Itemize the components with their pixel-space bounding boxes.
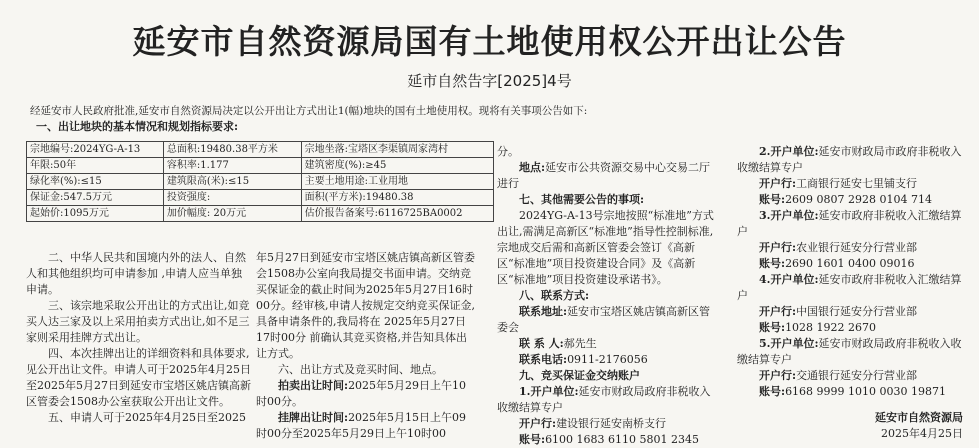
table-cell: 建筑密度(%):≥45 (301, 158, 493, 174)
auction-time-value: 2025年5月29日上午10时00分。 (256, 379, 467, 408)
account-1-unit-label: 1.开户单位: (519, 385, 579, 398)
account-2-number (737, 192, 963, 208)
account-5-number-label: 账号: (759, 385, 786, 398)
notice-title: 延安市自然资源局国有土地使用权公开出让公告 (132, 22, 847, 61)
account-5-unit-label: 5.开户单位: (759, 337, 819, 350)
table-cell: 起始价:1095万元 (27, 206, 164, 222)
table-cell: 建筑限高(米):≤15 (163, 174, 301, 190)
paragraph-method: 三、该宗地采取公开出让的方式出让,如竞买人达三家及以上采用拍卖方式出让,如不足三家则采用挂牌方式出让。 (26, 299, 250, 344)
table-row (27, 206, 494, 222)
column-4 (737, 144, 963, 442)
account-4-unit (737, 272, 963, 304)
account-4-bank-label: 开户行: (759, 305, 797, 318)
account-3-number (737, 256, 963, 272)
section-heading-9: 九、竞买保证金交纳账户 (519, 369, 640, 382)
table-cell: 容积率:1.177 (163, 158, 301, 174)
table-cell: 绿化率(%):≤15 (27, 174, 164, 190)
account-5-number-value: 6168 9999 1010 0030 19871 (785, 385, 947, 398)
account-2-unit (737, 144, 963, 176)
account-4-unit-value: 延安市政府非税收入汇缴结算户 (737, 273, 962, 302)
contact-address-label: 联系地址: (519, 305, 568, 318)
contact-phone (497, 352, 719, 368)
account-1-bank-value: 建设银行延安南桥支行 (556, 417, 667, 430)
account-3-unit (737, 208, 963, 240)
issuer-signature: 延安市自然资源局 (875, 411, 963, 424)
account-5-number (737, 384, 963, 400)
column-2 (256, 250, 476, 442)
contact-phone-label: 联系电话: (519, 353, 568, 366)
listing-time (256, 410, 476, 442)
table-cell: 主要土地用途:工业用地 (301, 174, 493, 190)
account-2-bank-value: 工商银行延安七里铺支行 (796, 177, 918, 190)
account-5-bank-value: 交通银行延安分行营业部 (796, 369, 918, 382)
account-3-number-label: 账号: (759, 257, 786, 270)
contact-address (497, 304, 719, 336)
contact-phone-value: 0911-2176056 (567, 353, 648, 366)
table-cell: 估价报告备案号:6116725BA0002 (301, 206, 493, 222)
column-3 (497, 144, 719, 448)
table-cell: 投资强度: (163, 190, 301, 206)
table-cell: 加价幅度: 20万元 (163, 206, 301, 222)
paragraph-deposit: 年5月27日到延安市宝塔区姚店镇高新区管委会1508办公室向我局提交书面申请。交纳竞买保证金的截止时间为2025年5月27日16时00分。经审核,申请人按规定交纳竞买保证金,具备申请条件的,我局将在 2025年5月27日17时00分 前确认其竞买资格,并告知具体出让方式。 (256, 251, 475, 360)
account-1-number-value: 6100 1683 6110 5801 2345 (545, 433, 700, 446)
section-heading-6: 六、出让方式及竞买时间、地点。 (278, 363, 443, 376)
column-1 (26, 250, 251, 426)
location (497, 160, 719, 192)
account-3-bank-value: 农业银行延安分行营业部 (796, 241, 918, 254)
account-4-bank-value: 中国银行延安分行营业部 (796, 305, 918, 318)
account-2-unit-value: 延安市财政局市政府非税收入收缴结算专户 (737, 145, 962, 174)
account-1-number (497, 432, 719, 448)
paragraph-eligibility: 二、中华人民共和国境内外的法人、自然人和其他组织均可申请参加 ,申请人应当单独申请。 (26, 251, 246, 296)
account-4-number-value: 1028 1922 2670 (785, 321, 877, 334)
account-1-unit (497, 384, 719, 416)
paragraph-documents: 四、本次挂牌出让的详细资料和具体要求,见公开出让文件。申请人可于2025年4月25日至2025年5月27日到延安市宝塔区姚店镇高新区管委会1508办公室获取公开出让文件。 (26, 347, 251, 408)
location-label: 地点: (519, 161, 546, 174)
account-2-unit-label: 2.开户单位: (759, 145, 819, 158)
account-4-number-label: 账号: (759, 321, 786, 334)
table-cell: 面积(平方米):19480.38 (301, 190, 493, 206)
account-3-bank (737, 240, 963, 256)
listing-time-end: 分。 (497, 145, 519, 158)
table-cell: 年限:50年 (27, 158, 164, 174)
table-cell: 总面积:19480.38平方米 (163, 142, 301, 158)
account-4-number (737, 320, 963, 336)
account-2-number-value: 2609 0807 2928 0104 714 (785, 193, 933, 206)
section-heading-7: 七、其他需要公告的事项: (519, 193, 645, 206)
table-cell: 宗地编号:2024YG-A-13 (27, 142, 164, 158)
account-2-bank (737, 176, 963, 192)
account-5-bank-label: 开户行: (759, 369, 797, 382)
table-row (27, 142, 494, 158)
table-row (27, 158, 494, 174)
table-cell: 保证金:547.5万元 (27, 190, 164, 206)
section-heading-1: 一、出让地块的基本情况和规划指标要求: (36, 120, 239, 133)
account-1-bank (497, 416, 719, 432)
paragraph-standard-land: 2024YG-A-13号宗地按照“标准地”方式出让,需满足高新区“标准地”指导性控制标准,宗地成交后需和高新区管委会签订《高新区“标准地”项目投资建设合同》及《高新区“标准地”项目投资建设承诺书》。 (497, 209, 714, 286)
account-2-number-label: 账号: (759, 193, 786, 206)
account-1-bank-label: 开户行: (519, 417, 557, 430)
issue-date: 2025年4月25日 (881, 427, 963, 440)
account-2-bank-label: 开户行: (759, 177, 797, 190)
account-1-unit-value: 延安市财政局政府非税收入收缴结算专户 (497, 385, 711, 414)
contact-person (497, 336, 719, 352)
parcel-table (26, 141, 494, 222)
contact-person-value: 郝先生 (563, 337, 597, 350)
account-5-unit (737, 336, 963, 368)
account-4-bank (737, 304, 963, 320)
notice-number: 延市自然告字[2025]4号 (407, 72, 572, 90)
account-3-unit-value: 延安市政府非税收入汇缴结算户 (737, 209, 962, 238)
table-cell: 宗地坐落:宝塔区李渠镇周家湾村 (301, 142, 493, 158)
account-5-unit-value: 延安市财政局政府非税收入收缴结算专户 (737, 337, 962, 366)
auction-time-label: 拍卖出让时间: (278, 379, 349, 392)
account-5-bank (737, 368, 963, 384)
account-3-number-value: 2690 1601 0400 09016 (785, 257, 915, 270)
table-row (27, 190, 494, 206)
location-value: 延安市公共资源交易中心交易二厅进行 (497, 161, 711, 190)
account-1-number-label: 账号: (519, 433, 546, 446)
account-3-bank-label: 开户行: (759, 241, 797, 254)
account-4-unit-label: 4.开户单位: (759, 273, 819, 286)
contact-address-value: 延安市宝塔区姚店镇高新区管委会 (497, 305, 711, 334)
intro-paragraph: 经延安市人民政府批准,延安市自然资源局决定以公开出让方式出让1(幅)地块的国有土地使用权。现将有关事项公告如下: (30, 105, 588, 117)
table-row (27, 174, 494, 190)
account-3-unit-label: 3.开户单位: (759, 209, 819, 222)
paragraph-application: 五、申请人可于2025年4月25日至2025 (48, 411, 246, 424)
listing-time-value: 2025年5月15日上午09时00分至2025年5月29日上午10时00 (256, 411, 467, 440)
section-heading-8: 八、联系方式: (519, 289, 590, 302)
auction-time (256, 378, 476, 410)
contact-person-label: 联 系 人: (519, 337, 564, 350)
listing-time-label: 挂牌出让时间: (278, 411, 349, 424)
